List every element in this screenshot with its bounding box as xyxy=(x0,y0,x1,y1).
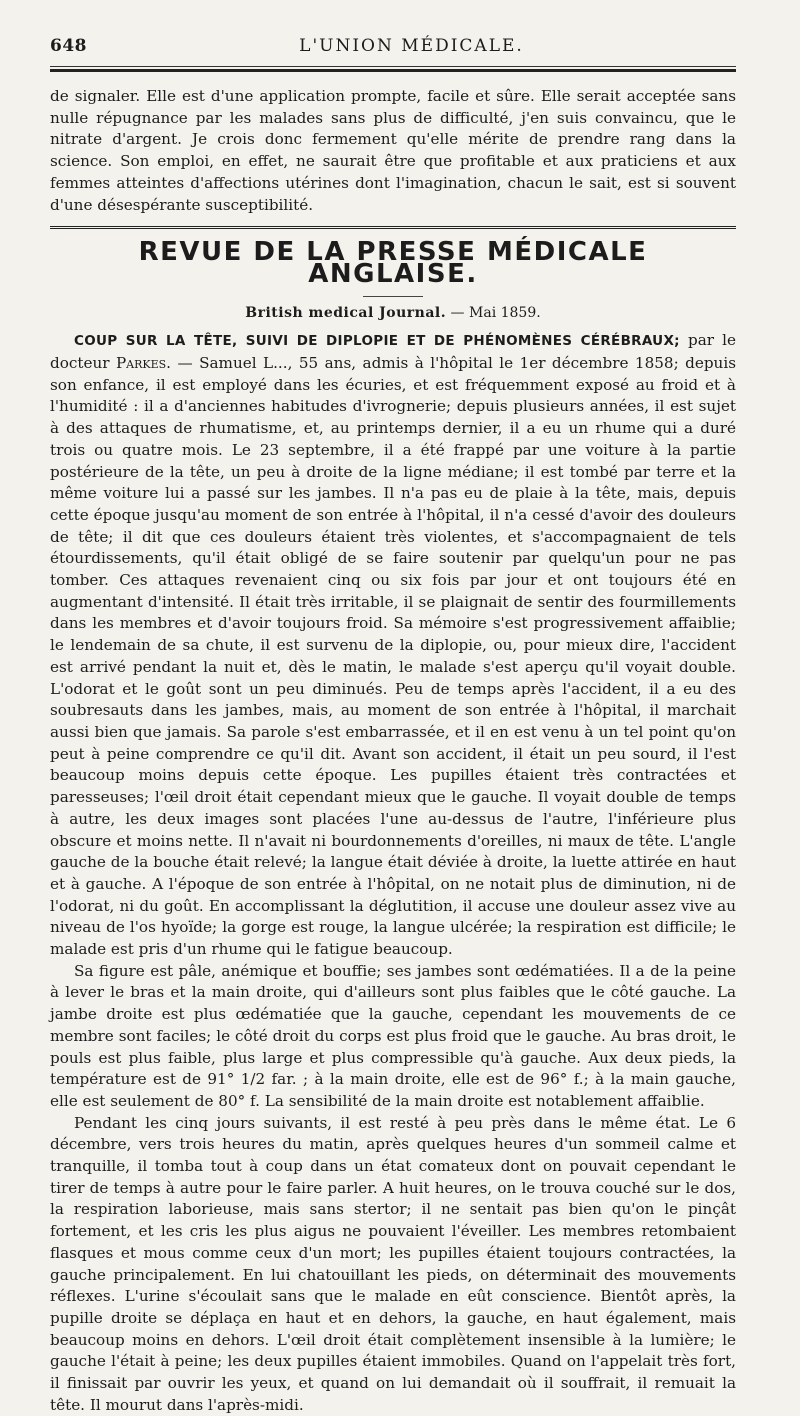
section-separator xyxy=(50,226,736,232)
title-underline xyxy=(363,296,423,297)
source-date: — Mai 1859. xyxy=(446,304,541,321)
article-paragraph-2: Sa figure est pâle, anémique et bouffie; ses jambes sont œdématiées. Il a de la peine à lever le bras et la main droite, qui d'ailleurs sont plus faibles que le côté gauche. La jambe droite est plus œdématiée que la gauche, cependant les mouvements de ce membre sont faciles; le côté droit du corps est plus froid que le gauche. Au bras droit, le pouls est plus faible, plus large et plus compressible qu'à gauche. Aux deux pieds, la température est de 91° 1/2 far. ; à la main droite, elle est de 96° f.; à la main gauche, elle est seulement de 80° f. La sensibilité de la main droite est notablement affaiblie. xyxy=(50,961,736,1110)
article-paragraph-3: Pendant les cinq jours suivants, il est resté à peu près dans le même état. Le 6 décembre, vers trois heures du matin, après quelques heures d'un sommeil calme et tranquille, il tomba tout à coup dans un état comateux dont on pouvait cependant le tirer de temps à autre pour le faire parler. A huit heures, on le trouva couché sur le dos, la respiration laborieuse, mais sans stertor; il ne sentait pas bien qu'on le pinçât fortement, et les cris les plus aigus ne pouvaient l'éveiller. Les membres retombaient flasques et mous comme ceux d'un mort; les pupilles étaient toujours contractées, la gauche principalement. En lui chatouillant les pieds, on déterminait des mouvements réflexes. L'urine s'écoulait sans que le malade en eût conscience. Bientôt après, la pupille droite se déplaça en haut et en dehors, la gauche, en haut également, mais beaucoup moins en dehors. L'œil droit était complètement insensible à la lumière; le gauche l'était à peine; les deux pupilles étaient immobiles. Quand on l'appelait très fort, il finissait par ouvrir les yeux, et quand on lui demandait où il souffrait, il remuait la tête. Il mourut dans l'après-midi. xyxy=(50,1113,736,1414)
continuation-paragraph: de signaler. Elle est d'une application prompte, facile et sûre. Elle serait acceptée sans nulle répugnance par les malades sans plus de difficulté, j'en suis convaincu, que le nitrate d'argent. Je crois donc fermement qu'elle mérite de prendre rang dans la science. Son emploi, en effet, ne saurait être que profitable et aux praticiens et aux femmes atteintes d'affections utérines dont l'imagination, chacun le sait, est si souvent d'une désespérante susceptibilité. xyxy=(50,87,736,214)
source-journal: British medical Journal. xyxy=(245,304,447,321)
header-rule-thick xyxy=(50,69,736,72)
header-rule xyxy=(50,66,736,67)
page-body xyxy=(50,86,736,1416)
byline-prefix: par le docteur xyxy=(50,331,736,373)
section-title: REVUE DE LA PRESSE MÉDICALE ANGLAISE. xyxy=(138,237,648,289)
case-title: COUP SUR LA TÊTE, SUIVI DE DIPLOPIE ET DE PHÉNOMÈNES CÉRÉBRAUX; xyxy=(74,333,680,350)
page-number: 648 xyxy=(50,36,87,56)
article-paragraph-1 xyxy=(50,330,736,960)
running-title: L'UNION MÉDICALE. xyxy=(299,36,524,56)
source-line xyxy=(50,303,736,325)
paragraph-1-text: — Samuel L..., 55 ans, admis à l'hôpital le 1er décembre 1858; depuis son enfance, il est employé dans les écuries, et est fréquemment exposé au froid et à l'humidité : il a d'anciennes habitudes d'ivrognerie; depuis plusieurs années, il est sujet à des attaques de rhumatisme, et, au printemps dernier, il a eu un rhume qui a duré trois ou quatre mois. Le 23 septembre, il a été frappé par une voiture à la partie postérieure de la tête, un peu à droite de la ligne médiane; il est tombé par terre et la même voiture lui a passé sur les jambes. Il n'a pas eu de plaie à la tête, mais, depuis cette époque jusqu'au moment de son entrée à l'hôpital, il n'a cessé d'avoir des douleurs de tête; il dit que ces douleurs étaient très violentes, et s'accompagnaient de tels étourdissements, qu'il était obligé de se faire soutenir par quelqu'un pour ne pas tomber. Ces attaques revenaient cinq ou six fois par jour et ont toujours été en augmentant d'intensité. Il était très irritable, il se plaignait de sentir des fourmillements dans les membres et d'avoir toujours froid. Sa mémoire s'est progressivement affaiblie; le lendemain de sa chute, il est survenu de la diplopie, ou, pour mieux dire, l'accident est arrivé pendant la nuit et, dès le matin, le malade s'est aperçu qu'il voyait double. L'odorat et le goût sont un peu diminués. Peu de temps après l'accident, il a eu des soubresauts dans les jambes, mais, au moment de son entrée à l'hôpital, il marchait aussi bien que jamais. Sa parole s'est embarrassée, et il en est venu à un tel point qu'on peut à peine comprendre ce qu'il dit. Avant son accident, il était un peu sourd, il l'est beaucoup moins depuis cette époque. Les pupilles étaient très contractées et paresseuses; l'œil droit était cependant mieux que le gauche. Il voyait double de temps à autre, les deux images sont placées l'une au-dessus de l'autre, l'inférieure plus obscure et moins nette. Il n'avait ni bourdonnements d'oreilles, ni maux de tête. L'angle gauche de la bouche était relevé; la langue était déviée à droite, la luette attirée en haut et à gauche. A l'époque de son entrée à l'hôpital, on ne notait plus de diminution, ni de l'odorat, ni du goût. En accomplissant la déglutition, il accuse une douleur assez vive au niveau de l'os hyoïde; la gorge est rouge, la langue ulcérée; la respiration est difficile; le malade est pris d'un rhume qui le fatigue beaucoup. xyxy=(50,354,736,959)
page-header xyxy=(50,36,736,56)
author-name: Parkes. xyxy=(115,354,172,373)
